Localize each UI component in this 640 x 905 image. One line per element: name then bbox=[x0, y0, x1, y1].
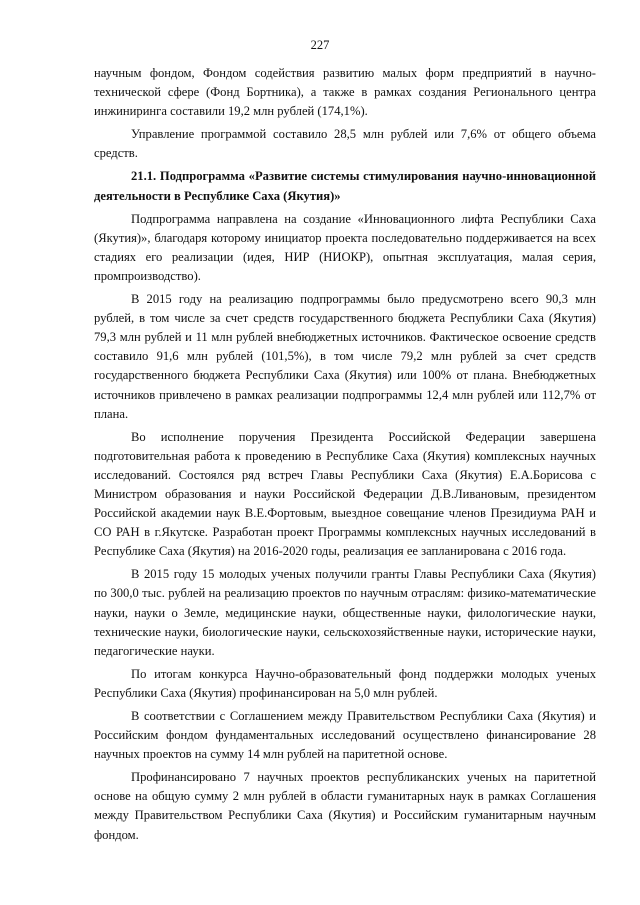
paragraph-program-management: Управление программой составило 28,5 млн рублей или 7,6% от общего объема средств. bbox=[94, 127, 596, 161]
paragraph-rffi-agreement: В соответствии с Соглашением между Правительством Республики Саха (Якутия) и Российским фондом фундаментальных исследований осуществлено финансирование 28 научных проектов на сумму 14 млн рублей на паритетной основе. bbox=[94, 709, 596, 762]
page-number: 227 bbox=[310, 38, 330, 52]
section-heading: 21.1. Подпрограмма «Развитие системы стимулирования научно-инновационной деятельности в Республике Саха (Якутия)» bbox=[94, 169, 596, 203]
paragraph-young-scientists-grants: В 2015 году 15 молодых ученых получили гранты Главы Республики Саха (Якутия) по 300,0 тыс. рублей на реализацию проектов по научным отраслям: физико-математические науки, науки о Земле, медицинские науки, общественные науки, филологические науки, технические науки, биологические науки, сельскохозяйственные науки, исторические науки, педагогические науки. bbox=[94, 567, 596, 658]
paragraph-continuation: научным фондом, Фондом содействия развитию малых форм предприятий в научно-технической сфере (Фонд Бортника), а также в рамках создания Регионального центра инжиниринга составили 19,2 млн рублей (174,1%). bbox=[94, 66, 596, 119]
paragraph-funding-2015: В 2015 году на реализацию подпрограммы было предусмотрено всего 90,3 млн рублей, в том числе за счет средств государственного бюджета Республики Саха (Якутия) 79,3 млн рублей и 11 млн рублей внебюджетных источников. Фактическое освоение средств составило 91,6 млн рублей (101,5%), в том числе 79,2 млн рублей за счет средств государственного бюджета Республики Саха (Якутия) или 100% от плана. Внебюджетных источников привлечено в рамках реализации подпрограммы 12,4 млн рублей или 112,7% от плана. bbox=[94, 292, 596, 421]
paragraph-humanitarian-projects: Профинансировано 7 научных проектов республиканских ученых на паритетной основе на общую сумму 2 млн рублей в области гуманитарных наук в рамках Соглашения между Правительством Республики Саха (Якутия) и Российским гуманитарным научным фондом. bbox=[94, 770, 596, 842]
text-body bbox=[94, 64, 596, 849]
paragraph-presidential-order: Во исполнение поручения Президента Российской Федерации завершена подготовительная работа к проведению в Республике Саха (Якутия) комплексных научных исследований. Состоялся ряд встреч Главы Республики Саха (Якутия) Е.А.Борисова с Министром образования и науки Российской Федерации Д.В.Ливановым, президентом Российской академии наук В.Е.Фортовым, выездное совещание членов Президиума РАН и СО РАН в г.Якутске. Разработан проект Программы комплексных научных исследований в Республике Саха (Якутия) на 2016-2020 годы, реализация ее запланирована с 2016 года. bbox=[94, 429, 596, 559]
paragraph-innovation-lift: Подпрограмма направлена на создание «Инновационного лифта Республики Саха (Якутия)», благодаря которому инициатор проекта последовательно поддерживается на всех стадиях его реализации (идея, НИР (НИОКР), опытная эксплуатация, малая серия, промпроизводство). bbox=[94, 211, 596, 283]
paragraph-education-fund: По итогам конкурса Научно-образовательный фонд поддержки молодых ученых Республики Саха (Якутия) профинансирован на 5,0 млн рублей. bbox=[94, 666, 596, 700]
